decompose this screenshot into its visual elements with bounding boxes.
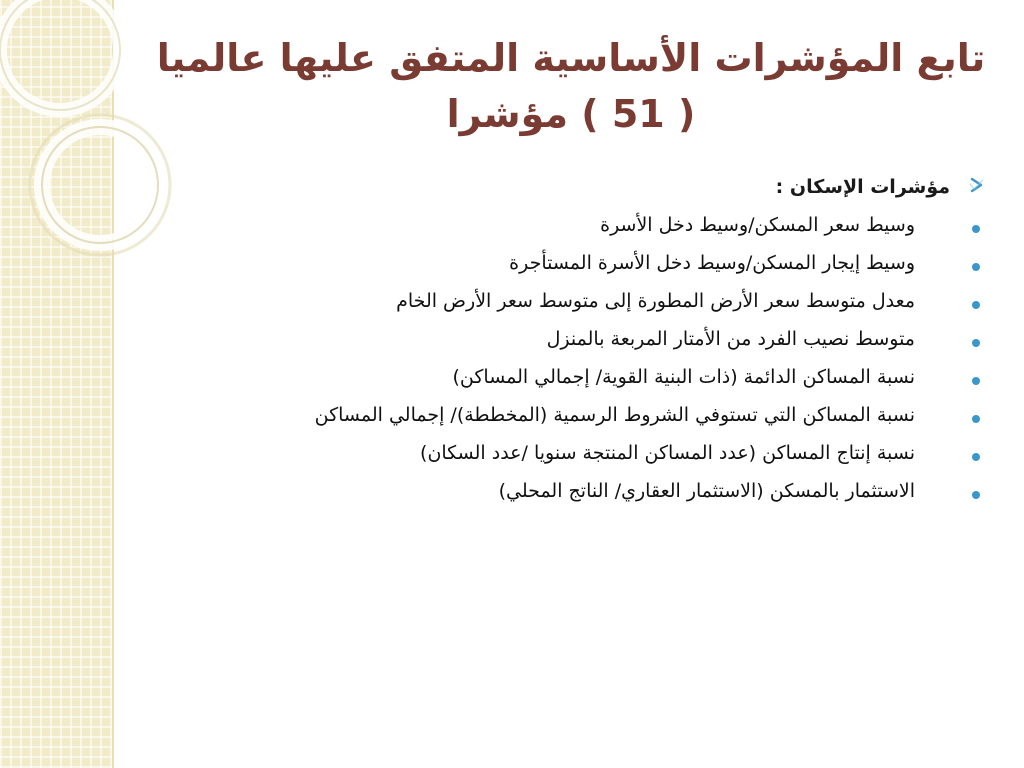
list-item <box>140 362 990 400</box>
list-item-text: نسبة المساكن التي تستوفي الشروط الرسمية (المخططة)/ إجمالي المساكن <box>314 404 915 426</box>
list-item <box>140 476 990 514</box>
list-item-text: متوسط نصيب الفرد من الأمتار المربعة بالمنزل <box>546 328 915 350</box>
dot-icon <box>972 453 980 461</box>
decorative-side-panel <box>0 0 114 768</box>
dot-icon <box>972 377 980 385</box>
slide-content <box>140 172 990 514</box>
list-item <box>140 400 990 438</box>
slide-title-line-1: تابع المؤشرات الأساسية المتفق عليها عالميا <box>156 36 986 80</box>
slide-title <box>150 30 992 142</box>
dot-icon <box>972 301 980 309</box>
list-item-text: وسيط إيجار المسكن/وسيط دخل الأسرة المستأجرة <box>509 252 915 274</box>
indicator-list <box>140 210 990 514</box>
list-item <box>140 286 990 324</box>
list-item-text: معدل متوسط سعر الأرض المطورة إلى متوسط سعر الأرض الخام <box>396 290 915 312</box>
slide-title-line-2: ( 51 ) مؤشرا <box>446 92 696 136</box>
list-item-text: نسبة المساكن الدائمة (ذات البنية القوية/ إجمالي المساكن) <box>452 366 915 388</box>
list-item-text: الاستثمار بالمسكن (الاستثمار العقاري/ الناتج المحلي) <box>498 480 915 502</box>
section-heading-row <box>140 172 990 204</box>
list-item <box>140 324 990 362</box>
dot-icon <box>972 415 980 423</box>
dot-icon <box>972 225 980 233</box>
list-item <box>140 210 990 248</box>
chevron-check-icon <box>968 176 986 194</box>
dot-icon <box>972 339 980 347</box>
dot-icon <box>972 491 980 499</box>
list-item <box>140 248 990 286</box>
list-item-text: نسبة إنتاج المساكن (عدد المساكن المنتجة سنويا /عدد السكان) <box>420 442 915 464</box>
section-heading: مؤشرات الإسكان : <box>775 176 950 198</box>
list-item <box>140 438 990 476</box>
dot-icon <box>972 263 980 271</box>
list-item-text: وسيط سعر المسكن/وسيط دخل الأسرة <box>600 214 915 236</box>
